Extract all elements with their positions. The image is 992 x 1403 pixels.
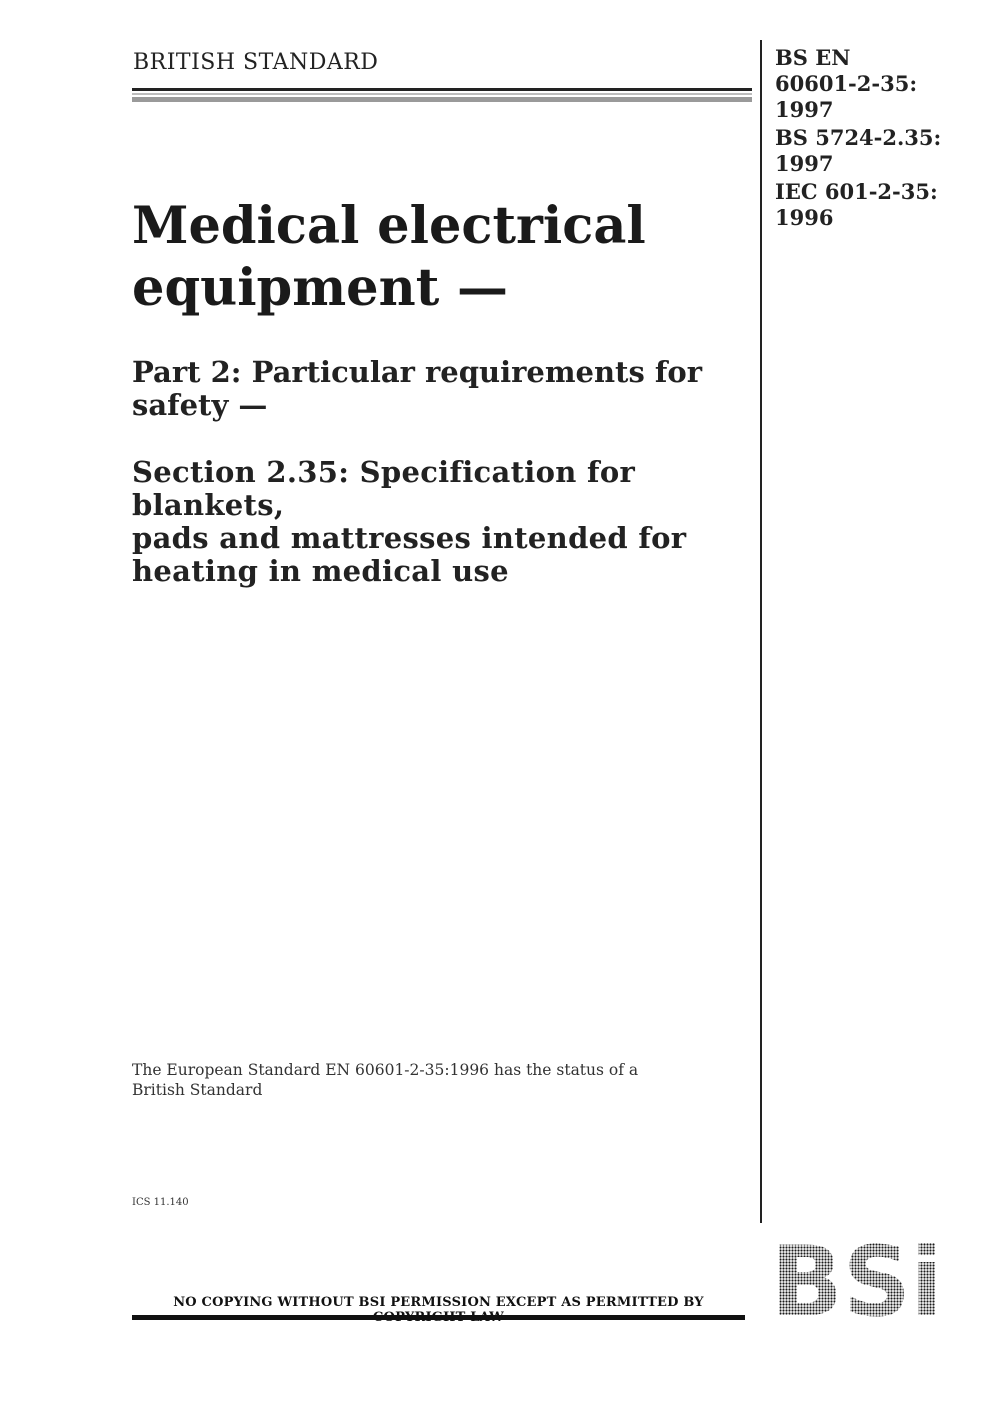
vertical-divider: [760, 40, 762, 1223]
status-note: The European Standard EN 60601-2-35:1996 has the status of a British Standard: [132, 1061, 639, 1099]
header-rule: [132, 88, 752, 102]
ics-code: ICS 11.140: [132, 1197, 189, 1208]
footer-rule: [132, 1315, 745, 1320]
identifier-bs: BS 5724-2.35: 1997: [775, 125, 942, 176]
standard-identifiers: [775, 45, 975, 233]
brand-label: BRITISH STANDARD: [133, 50, 379, 75]
identifier-iec: IEC 601-2-35: 1996: [775, 179, 938, 230]
copyright-notice: NO COPYING WITHOUT BSI PERMISSION EXCEPT AS PERMITTED BY: [173, 1295, 704, 1310]
bsi-logo: [770, 1243, 945, 1320]
document-title: Medical electrical equipment —: [132, 196, 646, 318]
logo-text: BSi: [771, 1243, 943, 1320]
section-heading: Section 2.35: Specification for blankets, pads and mattresses intended for heating in medical use: [132, 455, 687, 588]
identifier-bs-en: BS EN 60601-2-35: 1997: [775, 45, 918, 122]
part-heading: Part 2: Particular requirements for safety —: [132, 355, 702, 422]
